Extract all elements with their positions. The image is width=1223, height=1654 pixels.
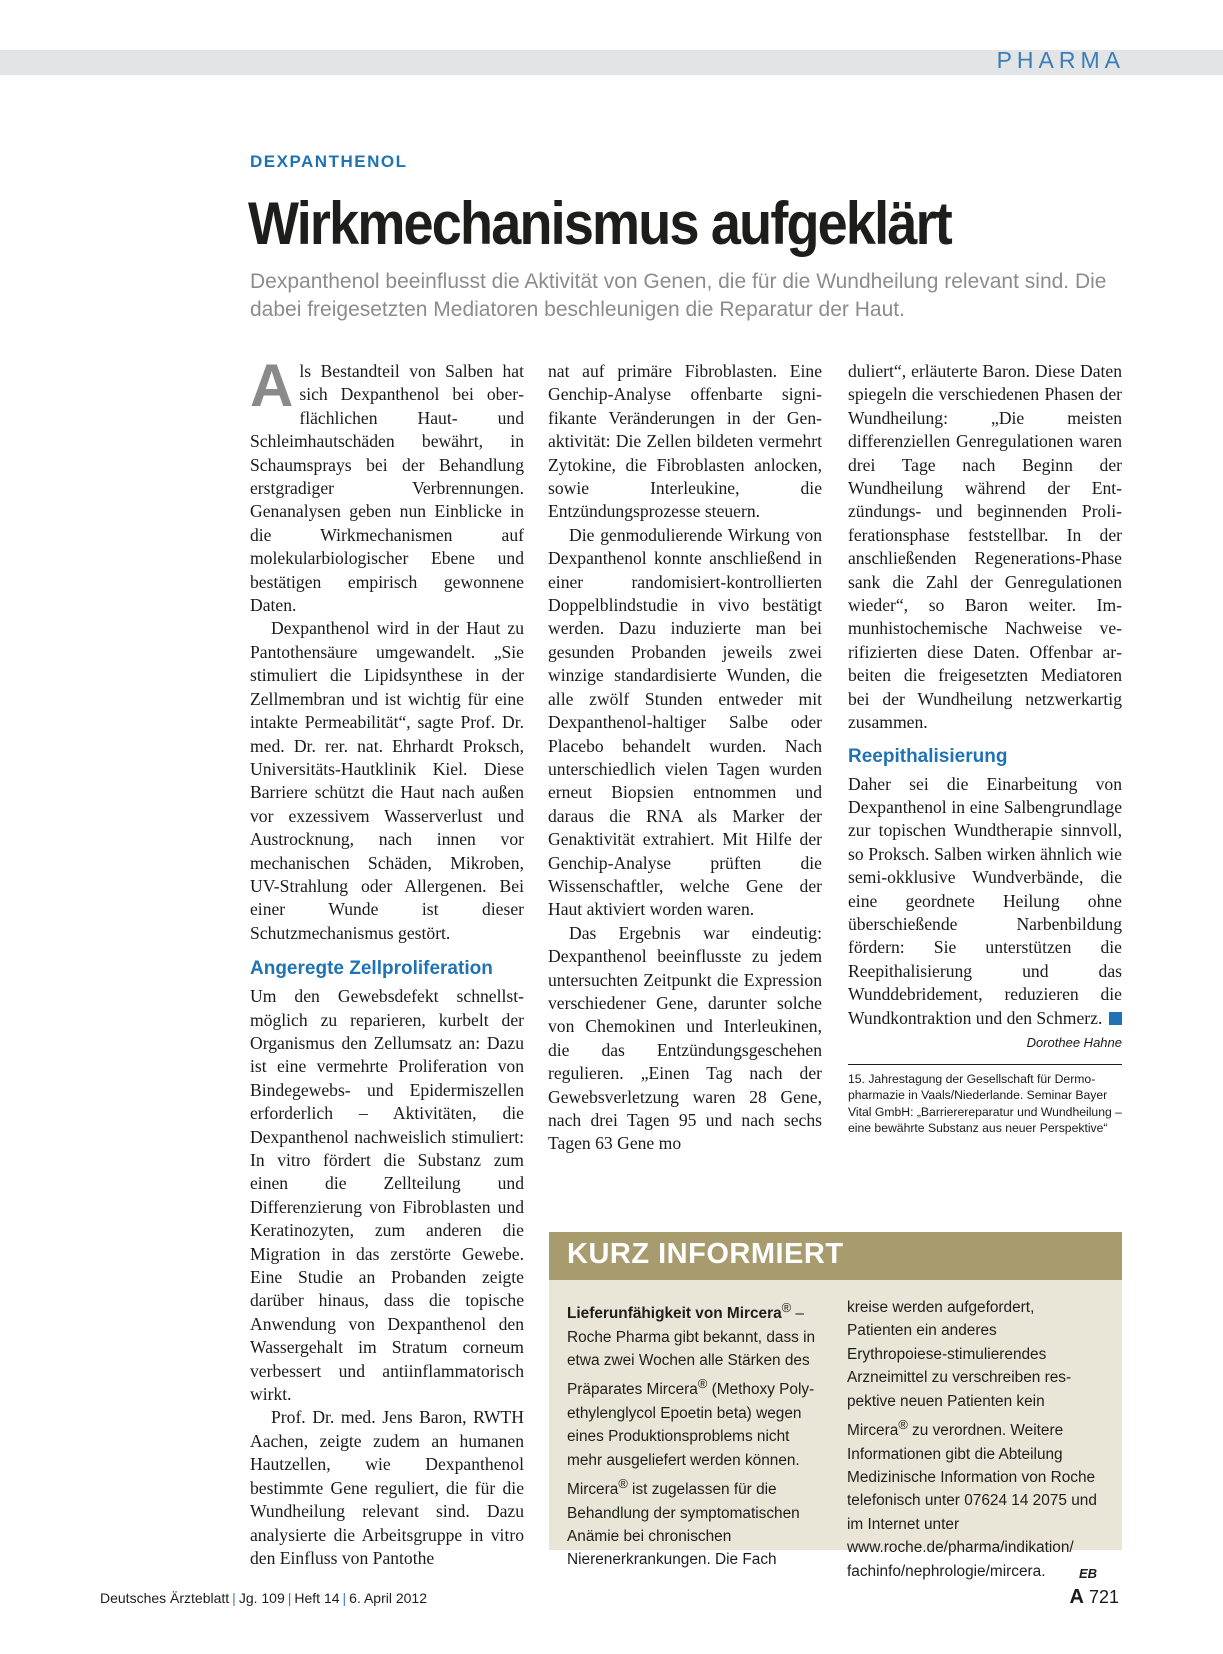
kurz-informiert-box bbox=[549, 1232, 1122, 1581]
drop-cap: A bbox=[250, 352, 294, 419]
section-label: PHARMA bbox=[996, 47, 1125, 73]
footer-separator: | bbox=[232, 1590, 236, 1606]
kicker: DEXPANTHENOL bbox=[250, 152, 408, 171]
paragraph: nat auf primäre Fibroblasten. Eine Genchip-Analyse offenbarte signifikante Veränderungen in der Genaktivität: Die Zellen bildeten vermehrt Zytokine, die Fibroblasten anlocken, sowie Interleukine, die Entzündungsprozesse steuern. bbox=[548, 361, 822, 522]
kurz-item-title: Lieferunfähigkeit von Mircera bbox=[567, 1305, 782, 1323]
page-number bbox=[1069, 1586, 1119, 1609]
paragraph bbox=[250, 352, 524, 617]
kurz-header bbox=[549, 1232, 1122, 1280]
paragraph: duliert“, erläuterte Baron. Diese Daten spiegeln die verschiedenen Phasen der Wundheilung: „Die meisten differenziellen Genregulationen waren drei Tage nach Beginn der Wundheilung während der Entzündungs- und beginnenden Proliferationsphase feststellbar. In der anschließenden Regenerations-Phase sank die Zahl der Genregulationen wieder“, so Baron weiter. Immunhistochemische Nachweise verifizierten diese Daten. Offenbar arbeiten die freigesetzten Mediatoren bei der Wundheilung netzwerkartig zusammen. bbox=[848, 361, 1122, 733]
footnote: 15. Jahrestagung der Gesellschaft für Dermopharmazie in Vaals/Niederlande. Seminar Bayer Vital GmbH: „Barrierereparatur und Wundheilung – eine bewährte Substanz aus neuer Perspektive“ bbox=[848, 1071, 1122, 1136]
author-byline: Dorothee Hahne bbox=[1026, 1034, 1122, 1050]
kurz-text: kreise werden aufgefordert, Patienten ein anderes Erythropoiese-stimulierendes Arzneimittel zu verschreiben respektive neuen Patienten kein Mircera bbox=[847, 1299, 1072, 1440]
paragraph: Um den Gewebsdefekt schnellstmöglich zu reparieren, kurbelt der Organismus den Zellumsatz an: Dazu ist eine vermehrte Proliferation von Bindegewebs- und Epidermiszellen erforderlich – Aktivitäten, die Dexpanthenol nachweislich stimuliert: In vitro fördert die Substanz zum einen die Zellteilung und Differenzierung von Fibroblasten und Keratinozyten, zum anderen die Migration in das zerstörte Gewebe. Eine Studie an Probanden zeigte darüber hinaus, dass die topische Anwendung von Dexpanthenol den Wassergehalt im Stratum corneum verbessert und antiinflammatorisch wirkt. bbox=[250, 986, 524, 1405]
paragraph: Das Ergebnis war eindeutig: Dexpanthenol beeinflusste zu jedem untersuchten Zeitpunkt die Expression verschiedener Gene, darunter solche von Chemokinen und Interleukinen, die das Entzündungsgeschehen regulieren. „Einen Tag nach der Gewebsverletzung waren 28 Gene, nach drei Tagen 95 und nach sechs Tagen 63 Gene mo bbox=[548, 922, 822, 1154]
headline: Wirkmechanismus aufgeklärt bbox=[248, 190, 951, 257]
kurz-column-2 bbox=[847, 1296, 1097, 1585]
paragraph: Dexpanthenol wird in der Haut zu Pantothensäure umgewandelt. „Sie stimuliert die Lipidsynthese in der Zellmembran und ist wichtig für eine intakte Permeabilität“, sagte Prof. Dr. med. Dr. rer. nat. Ehrhardt Proksch, Universitäts-Hautklinik Kiel. Diese Barriere schützt die Haut nach außen vor exzessivem Wasserverlust und Austrocknung, nach innen vor mechanischen Schäden, Mikroben, UV-Strahlung oder Allergenen. Bei einer Wunde ist dieser Schutzmechanismus gestört. bbox=[250, 618, 524, 943]
kurz-title: KURZ INFORMIERT bbox=[567, 1238, 844, 1270]
journal-volume: Jg. 109 bbox=[238, 1590, 285, 1606]
subheading: Reepithalisierung bbox=[848, 745, 1008, 767]
paragraph bbox=[848, 773, 1122, 1030]
footnote-divider bbox=[848, 1064, 1122, 1065]
subheading: Angeregte Zellproliferation bbox=[250, 958, 493, 980]
kurz-text: Roche Pharma gibt bekannt, dass in etwa zwei Wochen alle Stärken des Präparates Mircera bbox=[567, 1328, 816, 1399]
kurz-text: (Methoxy Polyethylenglycol Epoetin beta) wegen eines Produktionsproblems nicht mehr ausgeliefert werden können. Mircera bbox=[567, 1381, 815, 1499]
dash: – bbox=[791, 1305, 804, 1323]
end-mark-square-icon bbox=[1109, 1012, 1122, 1025]
page-prefix: A bbox=[1069, 1586, 1084, 1608]
article-column-2 bbox=[548, 360, 822, 1156]
journal-name: Deutsches Ärzteblatt bbox=[100, 1590, 230, 1606]
paragraph-text: Daher sei die Einarbeitung von Dexpanthenol in eine Salbengrundlage zur topischen Wundtherapie sinnvoll, so Proksch. Salben wirken ähnlich wie semi-okklusive Wundverbände, die eine geordnete Heilung ohne überschießende Narbenbildung fördern: Sie unterstützen die Reepithalisierung und das Wunddebridement, reduzieren die Wundkontraktion und den Schmerz. bbox=[848, 773, 1122, 1028]
page-footer bbox=[100, 1590, 427, 1606]
kurz-text: ist zugelassen für die Behandlung der symptomatischen Anämie bei chronischen Nierenerkrankungen. Die Fach bbox=[567, 1481, 800, 1569]
footer-separator: | bbox=[287, 1590, 292, 1606]
journal-date: 6. April 2012 bbox=[349, 1590, 428, 1606]
article-column-3 bbox=[848, 360, 1122, 1137]
paragraph: Die genmodulierende Wirkung von Dexpanthenol konnte anschließend in einer randomisiert-kontrollierten Doppelblindstudie in vivo bestätigt werden. Dazu induzierte man bei gesunden Probanden jeweils zwei winzige standardisierte Wunden, die alle zwölf Stunden entweder mit Dexpanthenol-haltiger Salbe oder Placebo behandelt wurden. Nach unterschiedlich vielen Tagen wurden erneut Biopsien entnommen und daraus die RNA als Marker der Genaktivität extrahiert. Mit Hilfe der Genchip-Analyse prüften die Wissenschaftler, welche Gene der Haut aktiviert worden waren. bbox=[548, 524, 822, 920]
registered-mark: ® bbox=[618, 1476, 628, 1492]
paragraph-text: ls Bestandteil von Salben hat sich Dexpanthenol bei oberflächlichen Haut- und Schleimhautschäden bewährt, in Schaumsprays bei der Behandlung erstgradiger Verbrennungen. Genanalysen geben nun Einblicke in die Wirkmechanismen auf molekularbiologischer Ebene und bestätigen empirisch gewonnene Daten. bbox=[250, 361, 524, 616]
registered-mark: ® bbox=[697, 1376, 708, 1392]
page-number-value: 721 bbox=[1088, 1587, 1119, 1607]
kurz-column-1 bbox=[567, 1296, 817, 1572]
kurz-signature: EB bbox=[1078, 1565, 1097, 1581]
registered-mark: ® bbox=[898, 1417, 908, 1433]
footer-separator: | bbox=[342, 1590, 347, 1606]
kurz-text: zu verordnen. Weitere Informationen gibt die Abteilung Medizinische Information von Roche telefonisch unter 07624 14 2075 und im Internet unter www.roche.de/pharma/indikation/ fachinfo/nephrologie/mircera. bbox=[847, 1422, 1097, 1580]
article-column-1 bbox=[250, 352, 524, 1570]
lead-paragraph: Dexpanthenol beeinflusst die Aktivität von Genen, die für die Wundheilung relevant sind. Die dabei freigesetzten Mediatoren beschleunigen die Reparatur der Haut. bbox=[250, 270, 1107, 321]
registered-mark: ® bbox=[781, 1300, 792, 1315]
paragraph: Prof. Dr. med. Jens Baron, RWTH Aachen, zeigte zudem an humanen Hautzellen, wie Dexpanthenol bestimmte Gene reguliert, die für die Wundheilung relevant sind. Dazu analysierte die Arbeitsgruppe in vitro den Einfluss von Pantothe bbox=[250, 1407, 524, 1568]
journal-issue: Heft 14 bbox=[294, 1590, 340, 1606]
